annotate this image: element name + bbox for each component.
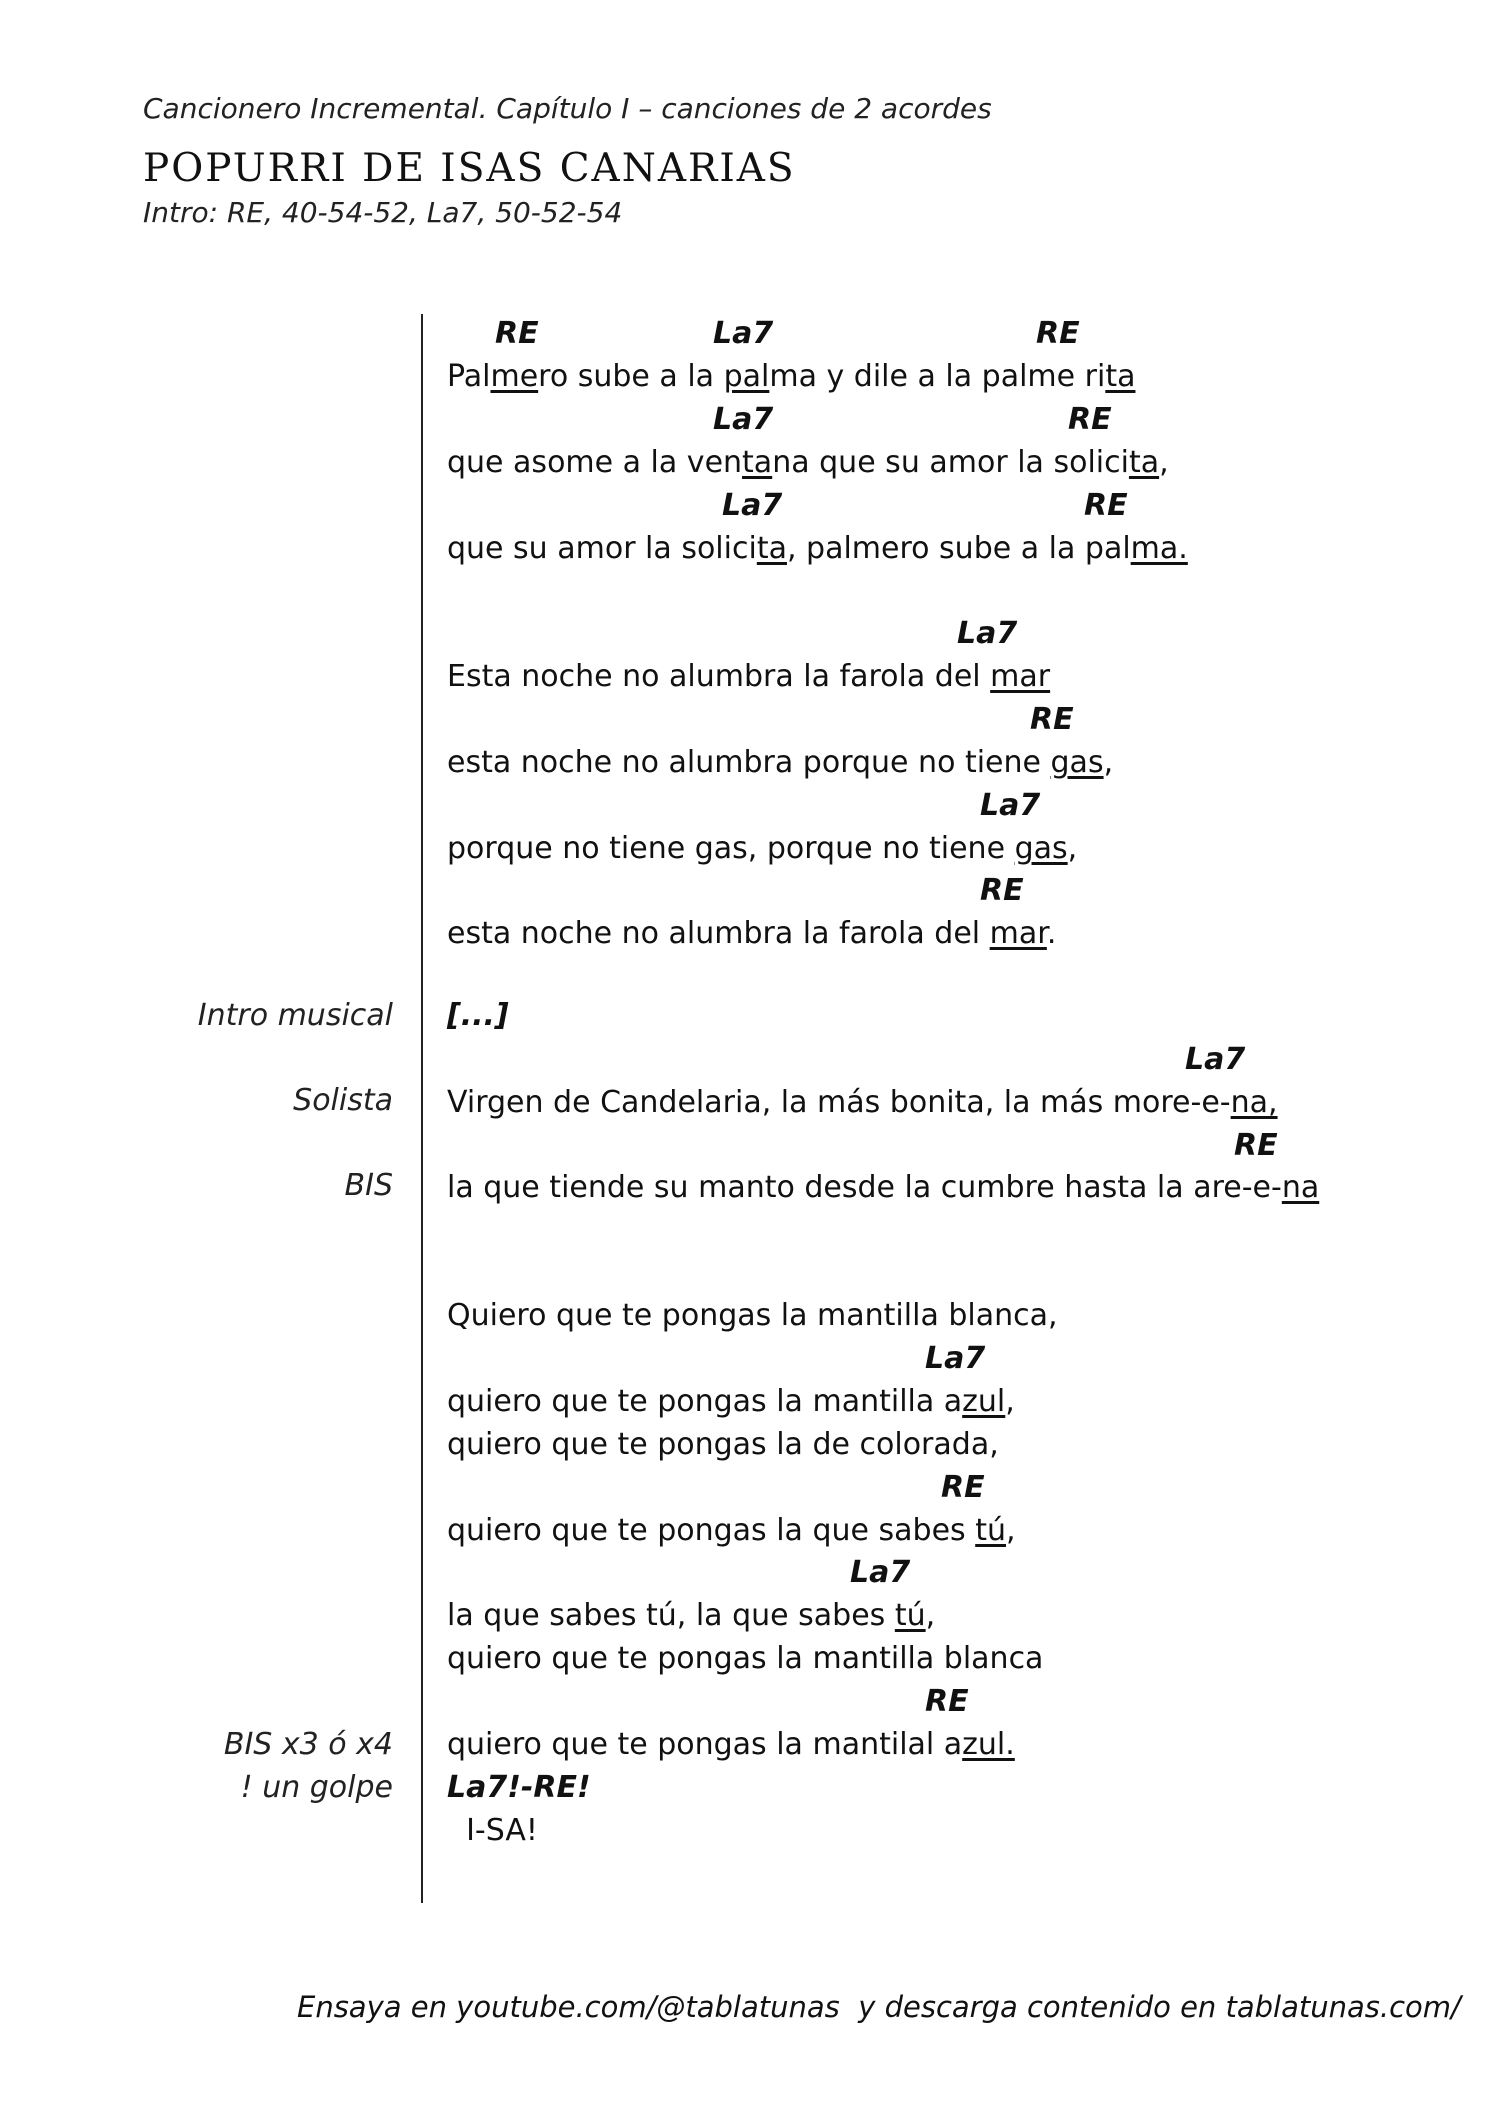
lyric-line: quiero que te pongas la mantilla blanca <box>447 1641 1044 1676</box>
lyric-line: Palmero sube a la palma y dile a la palme rita <box>447 359 1136 394</box>
lyric-line: I-SA! <box>447 1813 538 1848</box>
lyric-line: esta noche no alumbra porque no tiene gas, <box>447 745 1114 780</box>
lyric-line: Quiero que te pongas la mantilla blanca, <box>447 1298 1058 1333</box>
lyric-line: esta noche no alumbra la farola del mar. <box>447 916 1057 951</box>
chord: RE <box>1068 402 1112 437</box>
side-label-intro-musical: Intro musical <box>197 998 393 1033</box>
chord: RE <box>1030 702 1074 737</box>
lyric-line: la que tiende su manto desde la cumbre hasta la are-e-na <box>447 1170 1320 1205</box>
lyric-line: que asome a la ventana que su amor la solicita, <box>447 445 1169 480</box>
chord: RE <box>1036 316 1080 351</box>
chord: RE <box>941 1470 985 1505</box>
lyric-line: Virgen de Candelaria, la más bonita, la más more-e-na, <box>447 1085 1278 1120</box>
side-label-bis: BIS <box>344 1168 393 1203</box>
lyric-line: quiero que te pongas la de colorada, <box>447 1427 999 1462</box>
chord: La7 <box>925 1341 986 1376</box>
chord: La7 <box>713 316 774 351</box>
section-divider-line <box>421 314 423 1903</box>
chord: RE <box>1084 488 1128 523</box>
chord: La7 <box>980 788 1041 823</box>
lyric-line: porque no tiene gas, porque no tiene gas, <box>447 831 1078 866</box>
lyric-line: que su amor la solicita, palmero sube a la palma. <box>447 531 1188 566</box>
chord: La7 <box>850 1555 911 1590</box>
chord: La7 <box>1185 1042 1246 1077</box>
lyric-line: la que sabes tú, la que sabes tú, <box>447 1598 936 1633</box>
chord: RE <box>495 316 539 351</box>
chord: La7 <box>713 402 774 437</box>
lyric-line: quiero que te pongas la mantilla azul, <box>447 1384 1015 1419</box>
book-subtitle: Cancionero Incremental. Capítulo I – canciones de 2 acordes <box>143 92 992 125</box>
final-chords: La7!-RE! <box>447 1770 591 1805</box>
footer-note: Ensaya en youtube.com/@tablatunas y descarga contenido en tablatunas.com/ <box>297 1990 1461 2024</box>
instrumental-marker: [...] <box>447 998 509 1033</box>
side-label-un-golpe: ! un golpe <box>240 1770 393 1805</box>
chord: RE <box>1234 1128 1278 1163</box>
song-title: POPURRI DE ISAS CANARIAS <box>143 146 796 191</box>
chord: La7 <box>957 616 1018 651</box>
song-intro: Intro: RE, 40-54-52, La7, 50-52-54 <box>143 196 623 229</box>
lyric-line: quiero que te pongas la que sabes tú, <box>447 1513 1016 1548</box>
chord: RE <box>925 1684 969 1719</box>
side-label-solista: Solista <box>293 1083 393 1118</box>
lyric-line: quiero que te pongas la mantilal azul. <box>447 1727 1015 1762</box>
chord: RE <box>980 873 1024 908</box>
side-label-bis-x3: BIS x3 ó x4 <box>223 1727 393 1762</box>
lyric-line: Esta noche no alumbra la farola del mar <box>447 659 1051 694</box>
chord: La7 <box>722 488 783 523</box>
